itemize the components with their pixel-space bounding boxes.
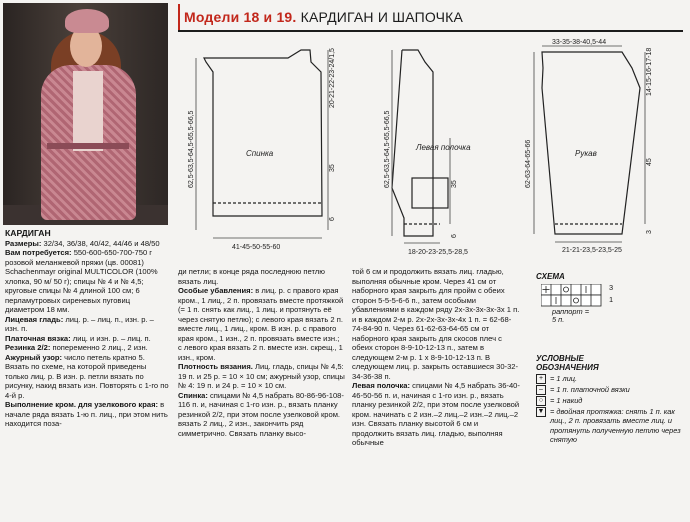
front-side-sizes: 62,5-63,5-64,5-65,5-66,5 — [384, 110, 391, 188]
front-width: 18-20-23-25,5-28,5 — [408, 249, 468, 256]
text-column-1: КАРДИГАН Размеры: 32/34, 36/38, 40/42, 44/46 и 48/50 Вам потребуется: 550-600-650-700-750 г розовой меланжевой пряжи (цв. 00081) Schachenmayr original MULTICOLOR (100% хлопка, 90 м/ 50 г); спицы № 4 и № 4,5; круговые спицы № 4 длиной 100 см; 6 перламутровых сиреневых пуговиц диаметром 18 мм. Лицевая гладь: лиц. р. – лиц. п., изн. р. – изн. п. Платочная вязка: лиц. и изн. р. – лиц. п. Резинка 2/2: попеременно 2 лиц., 2 изн. Ажурный узор: число петель кратно 5. Вязать по схеме, на которой приведены только лиц. р. В изн. р. петли вязать по рисунку, накид вязать изн. Повторять с 1-го по 4-й р. Выполнение кром. для узелкового края: в начале ряда вязать 1-ю п. лиц., при этом нить находится поза- — [5, 228, 169, 428]
legend-panel: СХЕМА 3 1 раппорт = 5 п. УСЛОВНЫЕ ОБОЗНАЧЕНИЯ + = 1 лиц. – = 1 п. платочной вязки ○ = 1 накид ▼ = двойная протяжка: снять 1 п. как лиц., 2 п. провязать вместе лиц. и протянуть полученную петлю через снятую — [536, 272, 686, 445]
rapport-label: раппорт = 5 п. — [552, 306, 590, 324]
double-decrease-icon: ▼ — [537, 407, 545, 415]
sleeve-top: 33-35-38-40,5-44 — [552, 39, 607, 46]
sleeve-label: Рукав — [575, 149, 597, 158]
front-rib: 6 — [451, 234, 458, 238]
back-rib: 6 — [329, 217, 336, 221]
legend-heading: УСЛОВНЫЕ ОБОЗНАЧЕНИЯ — [536, 353, 599, 372]
sleeve-length: 45 — [646, 158, 653, 166]
chart-row-3: 3 — [609, 282, 614, 292]
back-outline — [204, 50, 322, 216]
knit-stitch-icon: + — [536, 374, 546, 384]
pattern-schematic — [170, 38, 690, 266]
front-length: 35 — [451, 180, 458, 188]
back-length: 35 — [329, 164, 336, 172]
chart-row-1: 1 — [609, 294, 614, 304]
stitch-chart — [541, 284, 607, 308]
schema-title: СХЕМА — [536, 272, 565, 281]
text-column-2: ди петли; в конце ряда последнюю петлю вязать лиц. Особые убавления: в лиц. р. с правого края кром., 1 лиц., 2 п. провязать вместе протяжкой (= 1 п. снять как лиц., 1 лиц. и протянуть её через снятую петлю); с левого края вязать 2 п. вместе лиц., 1 лиц., кром. В изн. р. с правого края кром., 1 изн., 2 п. провязать вместе изн.; с левого края вязать 2 п. вместе изн. скрещ., 1 изн., кром. Плотность вязания. Лиц. гладь, спицы № 4,5: 19 п. и 25 р. = 10 × 10 см; ажурный узор, спицы № 4: 19 п. и 24 р. = 10 × 10 см. Спинка: спицами № 4,5 набрать 80-86-96-108-116 п. и, начиная с 1-го изн. р., вязать планку резинкой 2/2, при этом после узелковой кром. вязать 2 лиц., 2 изн., закончить ряд симметрично. Связать планку высо- — [178, 267, 345, 438]
back-armhole-sizes: 20-21-22-23-24/1,5 — [329, 48, 336, 108]
back-side-sizes: 62,5-63,5-64,5-65,5-66,5 — [188, 110, 195, 188]
model-photo — [3, 3, 168, 225]
sleeve-side-sizes: 62-63-64-65-66 — [525, 139, 532, 188]
page-title: Модели 18 и 19. КАРДИГАН И ШАПОЧКА — [178, 9, 463, 25]
back-label: Спинка — [246, 149, 274, 158]
text-column-3: той 6 см и продолжить вязать лиц. гладью, выполняя обычные кром. Через 41 см от наборного края закрыть для пройм с обеих сторон 5-5-5-6-6 п., затем особыми убавлениями в каждом ряду 2х-3х-3х-3х-3х 1 п. и в каждом 2-м р. 2х-2х-3х-3х-4х 1 п. = 62-68-74-84-90 п. Через 61-62-63-64-65 см от наборного края закрыть для скосов плеч с обеих сторон 8-9-10-12-13 п., затем в следующем 2-м р. 1 х 8-9-10-12-13 п. В следующем лиц. р. закрыть оставшиеся 30-32-34-36-38 п. Левая полочка: спицами № 4,5 набрать 36-40-46-50-56 п. и, начиная с 1-го изн. р., вязать планку резинкой 2/2, при этом после узелковой кром. начинать с 2 изн.–2 лиц.–2 изн.–2 лиц.–2 изн. Связать планку высотой 6 см и продолжить вязать лиц. гладью, выполняя обычные — [352, 267, 520, 447]
front-label: Левая полочка — [416, 143, 471, 152]
sleeve-width: 21-21-23,5-23,5-25 — [562, 247, 622, 254]
sleeve-rib: 3 — [646, 230, 653, 234]
yarn-over-icon: ○ — [536, 396, 546, 406]
back-width: 41-45-50-55-60 — [232, 244, 281, 251]
garter-stitch-icon: – — [536, 385, 546, 395]
sleeve-cap: 14-15-16-17-18 — [646, 47, 653, 96]
sleeve-outline — [542, 52, 640, 234]
